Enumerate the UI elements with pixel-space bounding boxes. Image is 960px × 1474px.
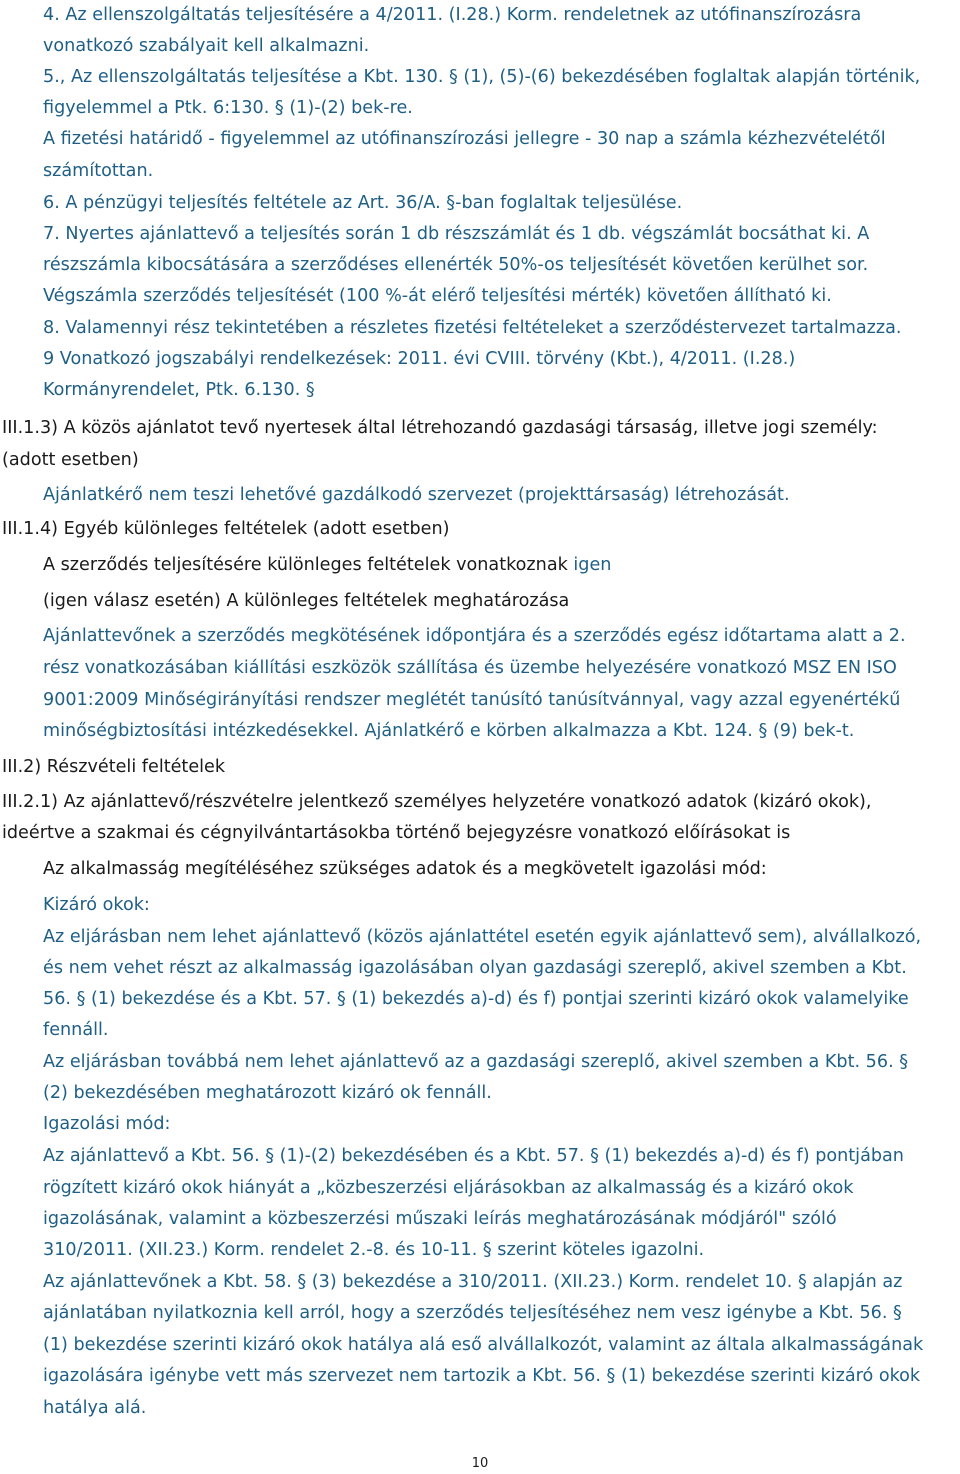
special-conditions-detail-line-3: 9001:2009 Minőségirányítási rendszer meglétét tanúsító tanúsítvánnyal, vagy azzal egyenértékű — [43, 690, 901, 710]
verification-method-line-7: (1) bekezdése szerinti kizáró okok hatálya alá eső alvállalkozót, valamint az általa alkalmasságának — [43, 1335, 924, 1355]
special-conditions-detail-line-4: minőségbiztosítási intézkedésekkel. Ajánlatkérő e körben alkalmazza a Kbt. 124. § (9) bek-t. — [43, 721, 855, 741]
verification-method-line-6: ajánlatában nyilatkoznia kell arról, hogy a szerződés teljesítéséhez nem vesz igénybe a Kbt. 56. § — [43, 1303, 902, 1323]
section-iii-1-4-heading: III.1.4) Egyéb különleges feltételek (adott esetben) — [2, 519, 450, 539]
paragraph-5-line-4: számítottan. — [43, 161, 154, 181]
page-number: 10 — [471, 1456, 489, 1471]
exclusion-grounds-line-3: 56. § (1) bekezdése és a Kbt. 57. § (1) bekezdés a)-d) és f) pontjai szerinti kizáró okok valamelyike — [43, 989, 909, 1009]
paragraph-9-line-2: Kormányrendelet, Ptk. 6.130. § — [43, 380, 315, 400]
paragraph-7-line-2: részszámla kibocsátására a szerződéses ellenérték 50%-os teljesítését követően kerülhet sor. — [43, 255, 869, 275]
special-conditions-detail-line-2: rész vonatkozásában kiállítási eszközök szállítása és üzembe helyezésére vonatkozó MSZ EN ISO — [43, 658, 897, 678]
verification-method-line-1: Az ajánlattevő a Kbt. 56. § (1)-(2) bekezdésében és a Kbt. 57. § (1) bekezdés a)-d) és f) pontjában — [43, 1146, 904, 1166]
paragraph-7-line-3: Végszámla szerződés teljesítését (100 %-át elérő teljesítési mérték) követően állítható ki. — [43, 286, 832, 306]
section-iii-1-4-question — [43, 554, 611, 576]
paragraph-4-line-2: vonatkozó szabályait kell alkalmazni. — [43, 36, 370, 56]
paragraph-5-line-1: 5., Az ellenszolgáltatás teljesítése a Kbt. 130. § (1), (5)-(6) bekezdésében foglaltak alapján történik, — [43, 67, 921, 87]
section-iii-1-3-answer: Ajánlatkérő nem teszi lehetővé gazdálkodó szervezet (projekttársaság) létrehozását. — [43, 485, 790, 505]
section-iii-2-1-heading-line-1: III.2.1) Az ajánlattevő/részvételre jelentkező személyes helyzetére vonatkozó adatok (kizáró okok), — [2, 792, 872, 812]
exclusion-grounds-line-1: Az eljárásban nem lehet ajánlattevő (közös ajánlattétel esetén egyik ajánlattevő sem), alvállalkozó, — [43, 927, 922, 947]
paragraph-5-line-2: figyelemmel a Ptk. 6:130. § (1)-(2) bek-re. — [43, 98, 413, 118]
paragraph-8: 8. Valamennyi rész tekintetében a részletes fizetési feltételeket a szerződéstervezet tartalmazza. — [43, 318, 902, 338]
verification-method-line-4: 310/2011. (XII.23.) Korm. rendelet 2.-8. és 10-11. § szerint köteles igazolni. — [43, 1240, 705, 1260]
section-iii-1-3-heading-line-1: III.1.3) A közös ajánlatot tevő nyertesek által létrehozandó gazdasági társaság, illetve jogi személy: — [2, 418, 878, 438]
verification-method-line-5: Az ajánlattevőnek a Kbt. 58. § (3) bekezdése a 310/2011. (XII.23.) Korm. rendelet 10. § alapján az — [43, 1272, 903, 1292]
verification-method-line-3: igazolásának, valamint a közbeszerzési műszaki leírás meghatározásának módjáról" szóló — [43, 1209, 837, 1229]
section-iii-1-3-heading-line-2: (adott esetben) — [2, 450, 139, 470]
exclusion-grounds-line-6: (2) bekezdésében meghatározott kizáró ok fennáll. — [43, 1083, 492, 1103]
verification-method-label: Igazolási mód: — [43, 1114, 171, 1134]
exclusion-grounds-line-4: fennáll. — [43, 1020, 109, 1040]
exclusion-grounds-line-5: Az eljárásban továbbá nem lehet ajánlattevő az a gazdasági szereplő, akivel szemben a Kbt. 56. § — [43, 1052, 909, 1072]
special-conditions-detail-line-1: Ajánlattevőnek a szerződés megkötésének időpontjára és a szerződés egész időtartama alatt a 2. — [43, 626, 906, 646]
paragraph-5-line-3: A fizetési határidő - figyelemmel az utófinanszírozási jellegre - 30 nap a számla kézhezvételétől — [43, 129, 886, 149]
special-conditions-answer: igen — [573, 555, 612, 575]
section-iii-2-1-subheading: Az alkalmasság megítéléséhez szükséges adatok és a megkövetelt igazolási mód: — [43, 859, 767, 879]
section-iii-1-4-subheading: (igen válasz esetén) A különleges feltételek meghatározása — [43, 591, 570, 611]
paragraph-6: 6. A pénzügyi teljesítés feltétele az Art. 36/A. §-ban foglaltak teljesülése. — [43, 193, 683, 213]
paragraph-4-line-1: 4. Az ellenszolgáltatás teljesítésére a 4/2011. (I.28.) Korm. rendeletnek az utófinanszírozásra — [43, 5, 862, 25]
verification-method-line-8: igazolására igénybe vett más szervezet nem tartozik a Kbt. 56. § (1) bekezdése szerinti kizáró okok — [43, 1366, 921, 1386]
verification-method-line-2: rögzített kizáró okok hiányát a „közbeszerzési eljárásokban az alkalmasság és a kizáró okok — [43, 1178, 854, 1198]
exclusion-grounds-line-2: és nem vehet részt az alkalmasság igazolásában olyan gazdasági szereplő, akivel szemben a Kbt. — [43, 958, 907, 978]
paragraph-9-line-1: 9 Vonatkozó jogszabályi rendelkezések: 2011. évi CVIII. törvény (Kbt.), 4/2011. (I.28.) — [43, 349, 796, 369]
special-conditions-question: A szerződés teljesítésére különleges feltételek vonatkoznak — [43, 555, 568, 575]
exclusion-grounds-label: Kizáró okok: — [43, 895, 150, 915]
verification-method-line-9: hatálya alá. — [43, 1398, 147, 1418]
section-iii-2-heading: III.2) Részvételi feltételek — [2, 757, 226, 777]
paragraph-7-line-1: 7. Nyertes ajánlattevő a teljesítés során 1 db részszámlát és 1 db. végszámlát bocsáthat ki. A — [43, 224, 870, 244]
section-iii-2-1-heading-line-2: ideértve a szakmai és cégnyilvántartásokba történő bejegyzésre vonatkozó előírásokat is — [2, 823, 791, 843]
